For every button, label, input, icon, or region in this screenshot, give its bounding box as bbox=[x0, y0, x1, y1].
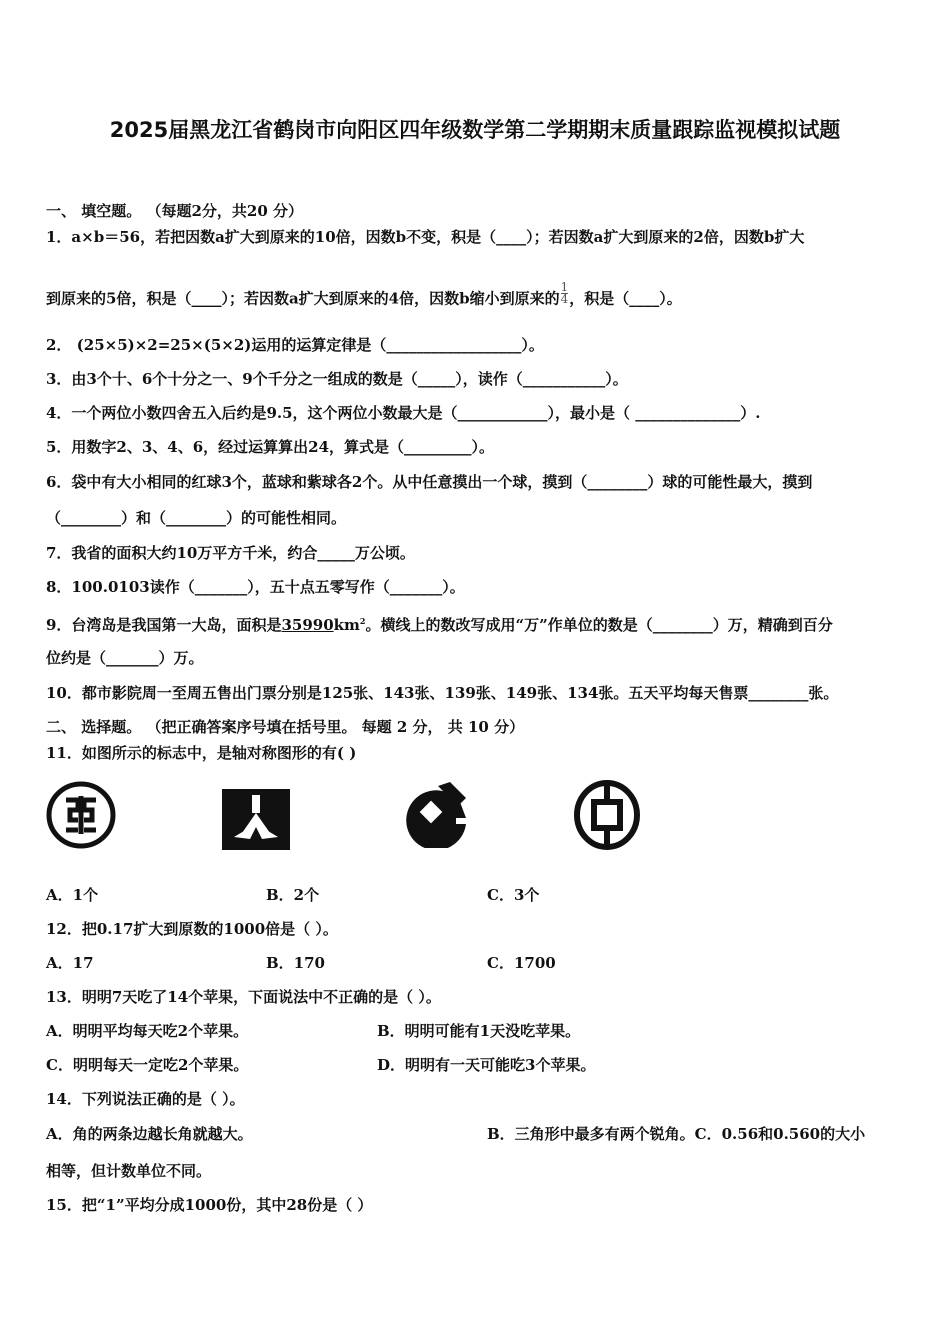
question-2: 2． (25×5)×2=25×(5×2)运用的运算定律是（__________________）。 bbox=[46, 336, 544, 354]
question-9-line-2: 位约是（_______）万。 bbox=[46, 649, 204, 667]
q11-option-a[interactable]: A．1个 bbox=[46, 886, 99, 904]
q14-option-c-continued: 相等，但计数单位不同。 bbox=[46, 1162, 212, 1180]
question-5: 5．用数字2、3、4、6，经过运算算出24，算式是（_________）。 bbox=[46, 438, 495, 456]
q12-option-b[interactable]: B．170 bbox=[266, 954, 325, 972]
q9-underlined-number: 35990 bbox=[281, 616, 334, 634]
question-1-line-2 bbox=[46, 280, 682, 311]
question-10: 10．都市影院周一至周五售出门票分别是125张、143张、139张、149张、134张。五天平均每天售票________张。 bbox=[46, 684, 839, 702]
q14-option-a[interactable]: A．角的两条边越长角就越大。 bbox=[46, 1125, 253, 1143]
q12-option-c[interactable]: C．1700 bbox=[487, 954, 556, 972]
question-6-line-2: （________）和（________）的可能性相同。 bbox=[46, 509, 347, 527]
question-11: 11．如图所示的标志中，是轴对称图形的有( ) bbox=[46, 744, 357, 762]
question-15: 15．把“1”平均分成1000份，其中28份是（ ） bbox=[46, 1196, 373, 1214]
q14-option-b-c[interactable]: B．三角形中最多有两个锐角。C．0.56和0.560的大小 bbox=[487, 1125, 866, 1143]
question-6-line-1: 6．袋中有大小相同的红球3个，蓝球和紫球各2个。从中任意摸出一个球，摸到（________）球的可能性最大，摸到 bbox=[46, 473, 813, 491]
q11-option-c[interactable]: C．3个 bbox=[487, 886, 540, 904]
q1-text-b: ，积是（____）。 bbox=[569, 289, 682, 308]
boc-logo-icon bbox=[572, 780, 642, 850]
question-9-line-1 bbox=[46, 611, 833, 635]
question-14: 14．下列说法正确的是（ ）。 bbox=[46, 1090, 245, 1108]
question-3: 3．由3个十、6个十分之一、9个千分之一组成的数是（_____），读作（___________）。 bbox=[46, 370, 628, 388]
q13-option-b[interactable]: B．明明可能有1天没吃苹果。 bbox=[377, 1022, 581, 1040]
fraction-denominator: 4 bbox=[560, 292, 569, 306]
q9-text-a: 9．台湾岛是我国第一大岛，面积是 bbox=[46, 616, 282, 634]
section-2-heading: 二、 选择题。 （把正确答案序号填在括号里。 每题 2 分， 共 10 分） bbox=[46, 718, 525, 736]
q13-option-d[interactable]: D．明明有一天可能吃3个苹果。 bbox=[377, 1056, 596, 1074]
ccb-coin-logo-icon bbox=[400, 778, 472, 848]
icbc-logo-icon bbox=[44, 780, 118, 850]
fraction bbox=[561, 282, 569, 305]
q1-text-a: 到原来的5倍，积是（____）；若因数a扩大到原来的4倍，因数b缩小到原来的 bbox=[46, 289, 560, 308]
section-1-heading: 一、 填空题。 （每题2分，共20 分） bbox=[46, 202, 303, 220]
q9-text-b: 。横线上的数改写成用“万”作单位的数是（________）万，精确到百分 bbox=[365, 616, 833, 634]
q9-superscript: 2 bbox=[359, 616, 366, 626]
q13-option-a[interactable]: A．明明平均每天吃2个苹果。 bbox=[46, 1022, 249, 1040]
question-12: 12．把0.17扩大到原数的1000倍是（ ）。 bbox=[46, 920, 338, 938]
question-4: 4．一个两位小数四舍五入后约是9.5，这个两位小数最大是（____________），最小是（ ______________）. bbox=[46, 404, 761, 422]
ccb-tower-logo-icon bbox=[222, 789, 290, 851]
q12-option-a[interactable]: A．17 bbox=[46, 954, 94, 972]
fraction-numerator: 1 bbox=[560, 280, 569, 294]
question-7: 7．我省的面积大约10万平方千米，约合_____万公顷。 bbox=[46, 544, 415, 562]
page-title: 2025届黑龙江省鹤岗市向阳区四年级数学第二学期期末质量跟踪监视模拟试题 bbox=[109, 118, 841, 142]
question-8: 8．100.0103读作（_______），五十点五零写作（_______）。 bbox=[46, 578, 465, 596]
question-1-line-1: 1．a×b＝56，若把因数a扩大到原来的10倍，因数b不变，积是（____）；若因数a扩大到原来的2倍，因数b扩大 bbox=[46, 228, 805, 246]
q9-unit: km bbox=[333, 616, 360, 634]
q13-option-c[interactable]: C．明明每天一定吃2个苹果。 bbox=[46, 1056, 249, 1074]
q11-option-b[interactable]: B．2个 bbox=[266, 886, 320, 904]
question-13: 13．明明7天吃了14个苹果，下面说法中不正确的是（ ）。 bbox=[46, 988, 441, 1006]
